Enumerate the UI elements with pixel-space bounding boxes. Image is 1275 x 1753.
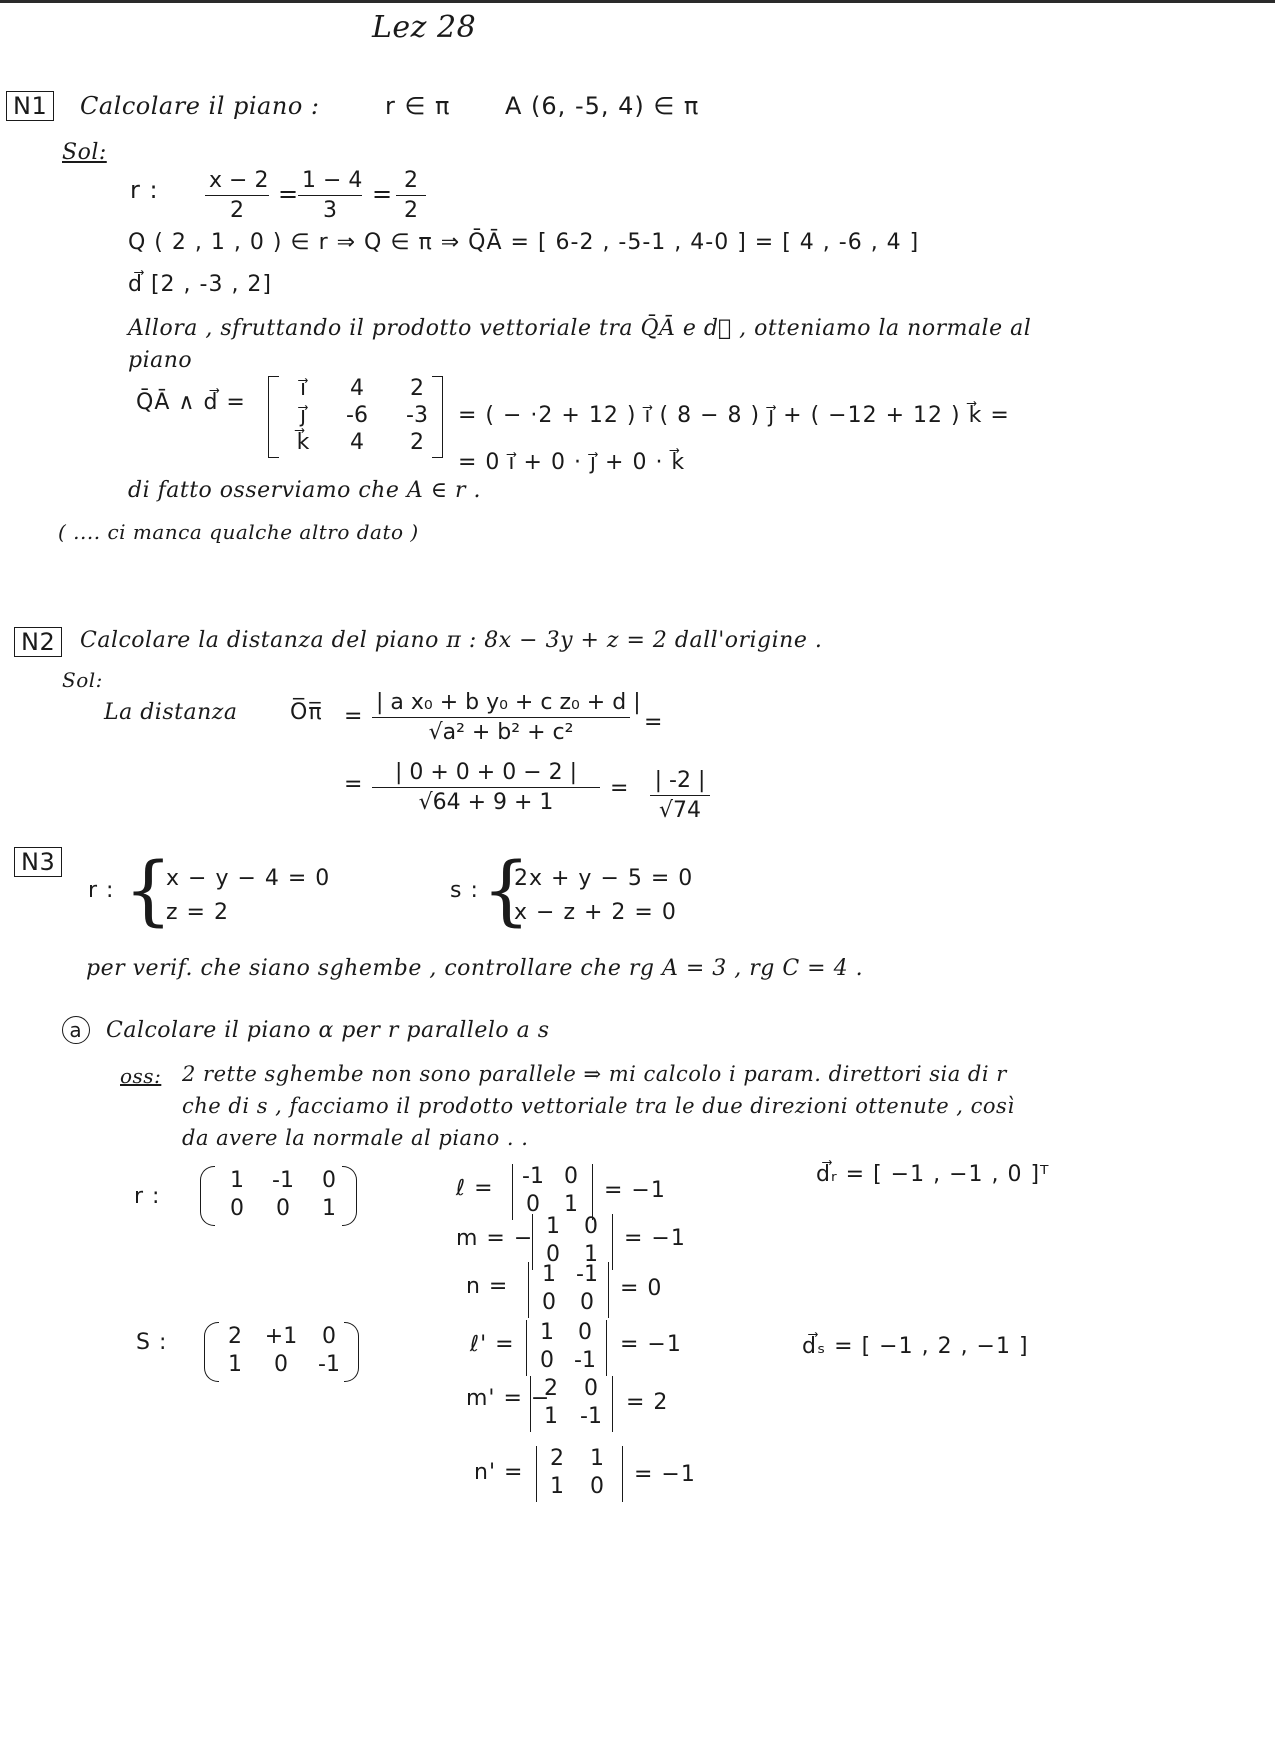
n3-oss-label: oss: (120, 1064, 162, 1088)
n2-o-pi: O̅π̅ (290, 700, 323, 725)
n3-l2-label: ℓ' = (470, 1332, 515, 1357)
n2-fraction-result (650, 768, 710, 823)
n2-equals-2: = (644, 710, 664, 735)
n3-l-value: = −1 (604, 1178, 666, 1203)
n1-cross-cell: j⃗ (299, 403, 307, 428)
n1-line-q: Q ( 2 , 1 , 0 ) ∈ r ⇒ Q ∈ π ⇒ Q̄Ā = [ 6-2 , -5-1 , 4-0 ] = [ 4 , -6 , 4 ] (128, 230, 920, 255)
n1-equals-1: = (278, 180, 300, 208)
n3-n-cell: 0 (580, 1290, 594, 1315)
n3-m-cell: 0 (546, 1242, 560, 1267)
n3-s-eq1: 2x + y − 5 = 0 (514, 866, 694, 891)
n3-s-matrix-cell: 1 (228, 1352, 242, 1377)
n3-m-cell: 1 (584, 1242, 598, 1267)
n1-cross-cell: 2 (410, 430, 424, 455)
n2-equals-4: = (610, 776, 630, 801)
n3-oss-line-2: che di s , facciamo il prodotto vettoriale tra le due direzioni ottenute , così (182, 1094, 1015, 1118)
n3-label: N3 (14, 847, 62, 877)
n1-fraction-2-num: 1 − 4 (298, 168, 362, 196)
n3-part-a-task: Calcolare il piano α per r parallelo a s (106, 1018, 550, 1043)
n2-fraction-values (372, 760, 600, 815)
n1-cross-cell: -6 (346, 403, 368, 428)
n1-label: N1 (6, 91, 54, 121)
n3-m-label: m = − (456, 1226, 534, 1251)
n2-block (14, 628, 62, 656)
n3-n2-label: n' = (474, 1460, 524, 1485)
n3-n-cell: 1 (542, 1262, 556, 1287)
page-top-rule (0, 0, 1275, 3)
n3-m2-value: = 2 (626, 1390, 669, 1415)
n1-piano: piano (128, 348, 193, 373)
n3-n2-bar-right (622, 1446, 623, 1502)
n3-n-cell: 0 (542, 1290, 556, 1315)
n1-cross-cell: k⃗ (296, 430, 310, 455)
n1-fraction-3 (396, 168, 426, 223)
n2-equals-1: = (344, 704, 364, 729)
n3-n-label: n = (466, 1274, 509, 1299)
n3-direction-r: d⃗ᵣ = [ −1 , −1 , 0 ]ᵀ (816, 1162, 1050, 1187)
n3-l-cell: -1 (522, 1164, 544, 1189)
n3-r-matrix-cell: 0 (276, 1196, 290, 1221)
n3-n2-cell: 2 (550, 1446, 564, 1471)
n1-cross-cell: 2 (410, 376, 424, 401)
n1-task: Calcolare il piano : (80, 92, 320, 120)
n2-la-distanza: La distanza (104, 700, 238, 725)
n3-part-a-mark: a (62, 1016, 90, 1044)
n3-l-cell: 1 (564, 1192, 578, 1217)
n3-r-matrix-cell: 0 (230, 1196, 244, 1221)
n1-line-d: d⃗ [2 , -3 , 2] (128, 272, 273, 297)
n3-l2-cell: -1 (574, 1348, 596, 1373)
n3-r-eq2: z = 2 (166, 900, 229, 925)
n3-n2-cell: 1 (590, 1446, 604, 1471)
n3-m-cell: 1 (546, 1214, 560, 1239)
n3-r-matrix-cell: 1 (230, 1168, 244, 1193)
n2-result-num: | -2 | (650, 768, 710, 796)
n1-allora: Allora , sfruttando il prodotto vettoriale tra Q̄Ā e d⃗ , otteniamo la normale al (128, 316, 1032, 341)
n3-r-brace: { (124, 845, 173, 934)
page-title: Lez 28 (372, 10, 477, 45)
n3-l2-cell: 0 (578, 1320, 592, 1345)
n1-r-label: r : (130, 176, 159, 204)
n3-n2-value: = −1 (634, 1462, 696, 1487)
n3-oss-line-1: 2 rette sghembe non sono parallele ⇒ mi calcolo i param. direttori sia di r (182, 1062, 1007, 1086)
n3-oss-line-3: da avere la normale al piano . . (182, 1126, 529, 1150)
n3-direction-s: d⃗ₛ = [ −1 , 2 , −1 ] (802, 1334, 1029, 1359)
n3-s-brace: { (482, 845, 531, 934)
n1-cross-result-1: = ( − ·2 + 12 ) i⃗ ( 8 − 8 ) j⃗ + ( −12 + 12 ) k⃗ = (458, 403, 1010, 428)
n3-l-cell: 0 (564, 1164, 578, 1189)
n1-cross-lhs: Q̄Ā ∧ d⃗ = (136, 390, 246, 415)
n3-m2-label: m' = − (466, 1386, 551, 1411)
n3-m2-cell: 1 (544, 1404, 558, 1429)
n3-m2-cell: 2 (544, 1376, 558, 1401)
n3-r-eq1: x − y − 4 = 0 (166, 866, 331, 891)
n1-fraction-2 (298, 168, 362, 223)
n3-l2-value: = −1 (620, 1332, 682, 1357)
n1-note: ( .... ci manca qualche altro dato ) (58, 520, 419, 544)
n1-cross-result-2: = 0 i⃗ + 0 · j⃗ + 0 · k⃗ (458, 450, 686, 475)
n3-m2-cell: 0 (584, 1376, 598, 1401)
n3-m2-cell: -1 (580, 1404, 602, 1429)
n2-formula-num: | a x₀ + b y₀ + c z₀ + d | (372, 690, 630, 718)
n2-formula-den: √a² + b² + c² (428, 720, 574, 745)
n2-values-num: | 0 + 0 + 0 − 2 | (372, 760, 600, 788)
n1-sol-label: Sol: (62, 140, 107, 165)
n1-condition-a: A (6, -5, 4) ∈ π (505, 92, 700, 120)
n3-n-value: = 0 (620, 1276, 663, 1301)
n2-sol-label: Sol: (62, 668, 103, 692)
n1-fraction-2-den: 3 (323, 198, 337, 223)
n3-verif: per verif. che siano sghembe , controllare che rg A = 3 , rg C = 4 . (86, 956, 864, 981)
n2-fraction-formula (372, 690, 641, 745)
n3-n-cell: -1 (576, 1262, 598, 1287)
n1-cross-cell: i⃗ (299, 376, 307, 401)
n3-l2-cell: 0 (540, 1348, 554, 1373)
n1-cross-cell: 4 (350, 376, 364, 401)
n3-s-matrix-cell: -1 (318, 1352, 340, 1377)
n3-r-matrix-cell: 1 (322, 1196, 336, 1221)
n3-s-matrix-label: S : (136, 1330, 168, 1355)
n3-block (14, 848, 62, 876)
n1-fraction-1-num: x − 2 (205, 168, 269, 196)
n3-r-label: r : (88, 878, 115, 903)
n2-result-den: √74 (658, 798, 701, 823)
n3-l-cell: 0 (526, 1192, 540, 1217)
n3-s-matrix-cell: 0 (274, 1352, 288, 1377)
n3-l-label: ℓ = (456, 1176, 494, 1201)
n1-cross-cell: -3 (406, 403, 428, 428)
n3-s-matrix-cell: 0 (322, 1324, 336, 1349)
n1-condition-r: r ∈ π (385, 92, 451, 120)
n1-equals-2: = (372, 180, 394, 208)
n3-m-cell: 0 (584, 1214, 598, 1239)
n1-fraction-1 (205, 168, 269, 223)
n3-r-matrix-cell: 0 (322, 1168, 336, 1193)
n3-s-label: s : (450, 878, 479, 903)
n2-task: Calcolare la distanza del piano π : 8x − 3y + z = 2 dall'origine . (80, 628, 823, 653)
n3-m-value: = −1 (624, 1226, 686, 1251)
n3-s-eq2: x − z + 2 = 0 (514, 900, 677, 925)
n1-block (6, 92, 54, 120)
n3-n2-cell: 1 (550, 1474, 564, 1499)
n1-fraction-3-den: 2 (404, 198, 418, 223)
n2-label: N2 (14, 627, 62, 657)
n3-s-matrix-cell: 2 (228, 1324, 242, 1349)
n2-equals-3: = (344, 772, 364, 797)
n3-r-matrix-cell: -1 (272, 1168, 294, 1193)
n3-s-matrix-cell: +1 (264, 1324, 298, 1349)
n1-cross-cell: 4 (350, 430, 364, 455)
n3-r-matrix-label: r : (134, 1184, 161, 1209)
n1-di-fatto: di fatto osserviamo che A ∈ r . (128, 478, 481, 503)
n1-fraction-3-num: 2 (396, 168, 426, 196)
n3-n2-cell: 0 (590, 1474, 604, 1499)
n1-fraction-1-den: 2 (230, 198, 244, 223)
n3-l2-cell: 1 (540, 1320, 554, 1345)
n2-values-den: √64 + 9 + 1 (418, 790, 554, 815)
